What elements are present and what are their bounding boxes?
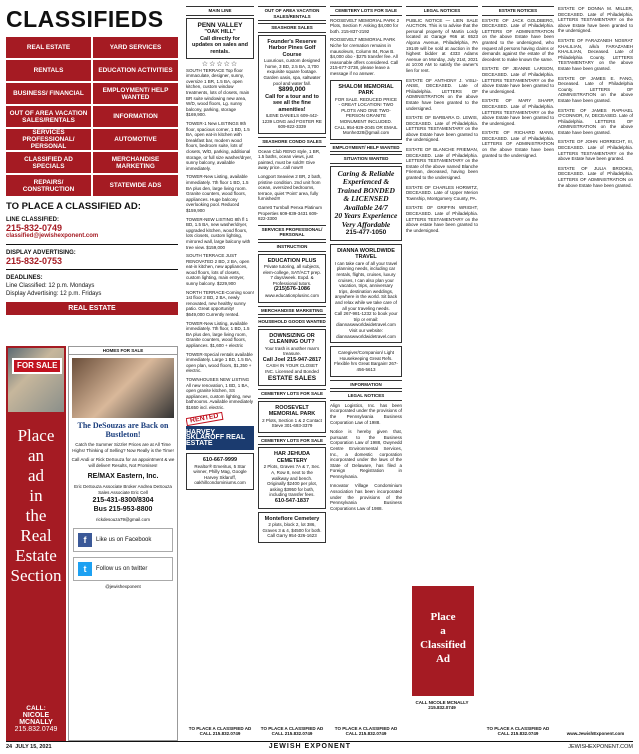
listing-item: SOUTH TERRACE Top floor immaculate, designer, sunny, oversize 1 BR, 1.5 BA, open kitchen, custom window treatments, lots of closets, main BR suite windowing new area, W/D, wood floors, Lg. sunny balcony, parking, storage $169,900.	[186, 67, 250, 118]
information-header: INFORMATION	[330, 380, 402, 390]
category-7[interactable]: INFORMATION	[93, 106, 178, 127]
category-11[interactable]: MERCHANDISE MARKETING	[93, 152, 178, 173]
promo-line: Real	[20, 526, 52, 545]
har-jehuda-title: HAR JEHUDA CEMETERY	[273, 451, 311, 464]
employment-header: EMPLOYMENT/ HELP WANTED	[330, 143, 402, 153]
downsizing-body: Your trash is another man's treasure.	[264, 345, 320, 357]
column-estate-notices-2	[558, 6, 633, 741]
listing-item: TOWER-New Listing, available immediately. 7th floor, 1 BD, 1.5 BA plus den, large living room, Granite counters, wood floors, appliances. $1,600 + electric	[186, 320, 250, 348]
downsizing-cash: CASH IN YOUR CLOSET INC. Licensed and Bonded	[265, 363, 319, 374]
display-advertising-label: DISPLAY ADVERTISING:	[6, 250, 76, 256]
promo-name: NICOLE MCNALLY	[19, 712, 53, 726]
category-grid	[6, 37, 178, 196]
category-12[interactable]: REPAIRS/ CONSTRUCTION	[6, 175, 91, 196]
har-jehuda-body: 2 Plots, Graves 7A & 7, Sec. A, Row 8, next to the walkway and bench. Originally $2400 per plot, asking $3950 for both, including transfer fees.	[263, 464, 321, 498]
downsizing-title: DOWNSIZING OR CLEANING OUT?	[269, 332, 315, 346]
services-header: SERVICES PROFESSIONAL/ PERSONAL	[258, 225, 326, 240]
estate-notice: ESTATE OF JACK GOLDBERG, DECEASED. Late of Philadelphia. LETTERS OF ADMINISTRATION on the above Estate have been granted to the undersigned, who request all persons having claims or demands against the estate of the decedent to make known the same.	[482, 17, 554, 62]
roosevelt-ad	[258, 401, 326, 433]
cemetery-header-2: CEMETERY LOTS FOR SALE	[258, 436, 326, 446]
desouza-email[interactable]: rickdesouza79@gmail.com	[95, 517, 151, 522]
desouza-phone-2[interactable]: Bus 215-953-8800	[93, 506, 153, 513]
montefiore-ad	[258, 512, 326, 543]
penn-valley-ad	[186, 18, 254, 60]
display-deadline: Display Advertising: 12 p.m. Fridays	[6, 291, 102, 297]
category-0[interactable]: REAL ESTATE	[6, 37, 91, 58]
star-rating-icon: ☆☆☆☆☆	[201, 61, 239, 69]
place-ad-promo[interactable]	[6, 346, 66, 741]
legal-notice: ESTATE OF BARBARA D. LEWIS, DECEASED. Late of Philadelphia. LETTERS TESTAMENTARY on the above Estate have been granted to the undersigned.	[406, 115, 478, 143]
legal-notice: ESTATE OF BLANCHE FRIEMAN, DECEASED. Late of Philadelphia. LETTERS TESTAMENTARY on the Estate of the above named Blanche Frieman, deceased, having been granted to the undersigned.	[406, 147, 478, 181]
cemetery-header: CEMETERY LOTS FOR SALE	[258, 389, 326, 399]
longport-listing: Longport Seaview 2 BR, 2 bath, pristine condition. 2nd unit from ocean, oversized bedrooms, terrace, quiet 'Point' area, fully furnished!!!	[258, 174, 322, 202]
legal-notices-list	[406, 18, 478, 234]
estate-notices-list	[482, 18, 554, 159]
category-10[interactable]: CLASSIFIED AD SPECIALS	[6, 152, 91, 173]
merchandise-header: MERCHANDISE MARKETING	[258, 306, 326, 316]
dianna-body: I can take care of all your travel planning needs, including car rentals, flights, cruises, luxury cruises, I can also plan your vacation, trips, anniversary trips, destination weddings, anywhere in the world. Sit back and relax while we take care of all your traveling needs.	[334, 260, 398, 311]
edu-body: Private tutoring, all subjects, elem-college, SAT/ACT prep. 7 days/week. Expd. & Professional tutors.	[262, 264, 322, 286]
legal-align: Align Logistics, Inc. has been incorporated under the provisions of the Pennsylvania Business Corporation Law of 1988.	[330, 402, 402, 425]
estate-notice: ESTATE OF JULIA BROOKS, DECEASED. Late of Philadelphia. LETTERS OF ADMINISTRATION on the above Estate have been granted.	[558, 165, 633, 188]
founders-reserve-ad	[258, 35, 326, 134]
situation-header: SITUATION WANTED	[330, 154, 402, 164]
desouza-call-note: Call Andi or Rick DeSouza for an appointment & we will deliver! Results, Not Promises!	[71, 457, 175, 468]
for-sale-sign: FOR SALE	[12, 358, 62, 374]
estate-notice: ESTATE OF FARAZANEH NOSRAT KHALILIAN, a/k/a FARAZANEH KHALILIAN, Deceased. Late of Philadelphia County. LETTERS TESTAMENTARY on the above Estate have been granted.	[558, 37, 633, 71]
caring-ad	[330, 166, 402, 241]
legal-notice: PUBLIC NOTICE — LIEN SALE AUCTION. This is to advise that the personal property of Martin Lordy located at Garage #66 at 6523 Algona Avenue, Philadelphia, PA 19149 will be sold at auction in the highest bidder at 4333 Adams Avenue on Monday, July 21st, 2021 at 10:00 AM to satisfy the owner's lien for rent.	[406, 17, 478, 73]
harvey-contact	[186, 453, 254, 490]
homes-for-sale-header: HOMES FOR SALE	[69, 347, 177, 355]
divider	[6, 269, 178, 270]
category-1[interactable]: YARD SERVICES	[93, 37, 178, 58]
caregiver-ad: Caregiver/Companion/ Light Housekeeping Great Refs. Flexible hrs Great Bargain! 267-456-5613	[330, 346, 402, 376]
promo-text	[6, 426, 66, 586]
c2-footer-ad: TO PLACE A CLASSIFIED AD CALL 215.832.0749	[260, 725, 324, 737]
dianna-phone[interactable]: Call 267-981-1232 to book your trip or email: diannaswworldwidetravel.com	[334, 311, 398, 328]
column-main-line	[186, 6, 254, 741]
seashore-condo-header: SEASHORE CONDO SALES	[258, 137, 326, 147]
montefiore-title: Montefiore Cemetery	[264, 515, 320, 522]
founders-price: $899,000	[278, 86, 306, 94]
display-advertising-block	[6, 249, 178, 265]
twitter-label: Follow us on twitter	[96, 566, 148, 572]
column-estate-notices	[482, 6, 554, 741]
main-line-header: MAIN LINE	[186, 6, 254, 16]
line-classified-label: LINE CLASSIFIED:	[6, 217, 60, 223]
desouza-names: Eric DeSouza Associate Broker Andrea DeSouza Sales Associate Eric Cell	[74, 484, 172, 495]
category-4[interactable]: BUSINESS/ FINANCIAL	[6, 83, 91, 104]
column-out-of-area	[258, 6, 326, 741]
roosevelt-title: ROOSEVELT MEMORIAL PARK	[268, 404, 316, 418]
legal-notice: ESTATE OF CHARLES HORWITZ, DECEASED. Late of Upper Merion Township, Montgomery County, PA.	[406, 184, 478, 201]
agents-photo	[72, 358, 174, 418]
estate-notices-header: ESTATE NOTICES	[482, 6, 554, 16]
place-classified-line: a	[440, 625, 446, 637]
legal-notice: ESTATE OF ANTHONY J. VISLI-ANSE, DECEASED. Late of Philadelphia. LETTERS OF ADMINISTRATION on the above Estate have been granted to the undersigned.	[406, 77, 478, 111]
listing-item: TOWER-NEW LISTING 8th fl 1 BD, 1.5 BA, new washer/dryer, upgraded kitchen, wood floors, lots closets, custom lighting, mirrored wall, large balcony with tree view. $159,000	[186, 216, 251, 250]
classifieds-index	[6, 6, 178, 741]
twitter-icon: t	[78, 562, 92, 576]
listing-item: ROOSEVELT MEMORIAL PARK Niche for cremation remains in mausoleum, Column 84, Row B. $4,000 obo - $275 transfer fee. All reasonable offers considered. Call 215-677-3738, please leave a message if no answer.	[330, 37, 399, 76]
category-13[interactable]: STATEWIDE ADS	[93, 175, 178, 196]
legal-notices-header: LEGAL NOTICES	[330, 391, 402, 401]
roosevelt-body: 2 Plots, Section 1 & 2 Contact Steve 301-693-3379	[262, 417, 322, 429]
legal-notices-header-2: LEGAL NOTICES	[406, 6, 478, 16]
website-link[interactable]: www.JewishExponent.com	[566, 731, 625, 737]
masthead: CLASSIFIEDS	[6, 6, 164, 32]
category-6[interactable]: OUT OF AREA VACATION SALES/RENTALS	[6, 106, 91, 127]
divider	[6, 244, 178, 245]
legal-innovator: Innovator Village Condominium Association has been incorporated under the provisions of the Pennsylvania Business Corporations Law of 1988.	[330, 483, 402, 511]
display-advertising-phone[interactable]: 215-832-0753	[6, 256, 63, 266]
penn-valley-subtitle: "OAK HILL"	[204, 29, 236, 36]
penn-valley-title: PENN VALLEY	[197, 21, 243, 29]
founders-title: Founder's Reserve Harbor Pines Golf Course	[267, 38, 317, 58]
rented-stamp: RENTED	[186, 414, 254, 424]
harvey-details: Realtor® Emeritus, 5 Star winner, Philly Mag, Google Harvey Sklaroff, oakhillcondominiums.com	[193, 463, 247, 486]
montefiore-body: 2 plots, block 2, lot 386, Graves 3 & 4, $4500 for both. Call Garry 954-326-1623	[262, 522, 322, 539]
caring-phone[interactable]: 215-477-1050	[345, 229, 387, 237]
promo-line: an	[27, 446, 45, 465]
line-classified-phone[interactable]: 215-832-0749	[6, 223, 63, 233]
c1-footer-ad: TO PLACE A CLASSIFIED AD CALL 215.832.0749	[188, 725, 252, 737]
category-5[interactable]: EMPLOYMENT/ HELP WANTED	[93, 83, 178, 104]
estate-notice: ESTATE OF RICHARD MANN, DECEASED. Late of Philadelphia. LETTERS OF ADMINISTRATION on the above Estate have been granted to the undersigned.	[482, 130, 554, 158]
real-estate-bar: REAL ESTATE	[6, 302, 178, 315]
estate-notice: ESTATE OF MARY SHARP, DECEASED. Late of Philadelphia. LETTERS TESTAMENTARY on the above Estate have been granted to the undersigned.	[482, 98, 554, 126]
line-classified-email[interactable]: classified@jewishexponent.com	[6, 233, 99, 239]
listing-item: TOWER-New Listing, available immediately. 7th floor 1 BD, 1.5 BA plus den, large living room. Granite counters, wood floors, appliances. Huge balcony overlooking pool. Reduced $159,900	[186, 174, 249, 213]
edu-web[interactable]: www.educationplusinc.com	[264, 292, 320, 298]
penn-valley-call: Call directly for updates on sales and rentals.	[192, 35, 248, 55]
footer-left	[6, 744, 52, 750]
instruction-header: INSTRUCTION	[258, 242, 326, 252]
desouza-phone-1[interactable]: 215-431-8300/8304	[92, 497, 154, 504]
place-ad-heading: TO PLACE A CLASSIFIED AD:	[6, 201, 141, 212]
listing-item: SOUTH TERRACE JUST RENOVATED 2 BD, 2 BA, open eat-in kitchen, new appliances, wood floors, lots of closets, custom lighting, main entryer, sunny balcony. $229,900	[186, 253, 250, 287]
paper-name: JEWISH EXPONENT	[268, 743, 352, 750]
c3-footer-ad: TO PLACE A CLASSIFIED AD CALL 215.832.0749	[334, 725, 398, 737]
classifieds-page	[6, 6, 633, 748]
shalom-ad	[330, 80, 402, 140]
harvey-phone[interactable]: 610-667-9999	[202, 457, 238, 464]
shalom-body: FOR SALE. REDUCED PRICE - GREAT LOCATION! TWO PLOTS AND ONE TWO-PERSON GRANITE MONUMENT INCLUDED. CALL 954-929-2045 OR EMAIL Monhe328@gmail.com	[334, 96, 398, 136]
dianna-web[interactable]: Visit our website: diannaswworldwidetravel.com	[336, 328, 396, 339]
harvey-sklaroff-logo: HARVEY SKLAROFF REAL ESTATE	[186, 426, 254, 450]
founders-call: Call for a tour and to see all the fine amenities!	[265, 93, 319, 113]
caring-title: Caring & Reliable Experienced & Trained BONDED & LICENSED Available 24/7	[337, 168, 395, 212]
issue-date: JULY 15, 2021	[15, 743, 52, 750]
place-classified-line: Classified Ad	[420, 639, 466, 665]
education-plus-ad	[258, 254, 326, 303]
place-classified-ad-box[interactable]	[412, 586, 474, 696]
line-deadline: Line Classified: 12 p.m. Mondays	[6, 283, 95, 289]
seashore-sales-header: SEASHORE SALES	[258, 23, 326, 33]
desouza-blurb: Catch the Summer Sizzle! Prices are at All Time Highs! Thinking of Selling? Now Really is the Time!	[72, 442, 174, 453]
estate-notice: ESTATE OF JEANNE LARSON, DECEASED. Late of Philadelphia. LETTERS TESTAMENTARY on the above Estate have been granted to the undersigned.	[482, 66, 554, 94]
deadlines-block	[6, 274, 178, 298]
edu-title: EDUCATION PLUS	[267, 257, 317, 264]
for-sale-photo	[8, 348, 64, 412]
deadlines-label: DEADLINES:	[6, 275, 43, 281]
caring-years: 20 Years Experience Very Affordable	[334, 211, 398, 229]
promo-line: ad	[27, 466, 45, 485]
household-header: HOUSEHOLD GOODS WANTED	[258, 317, 326, 327]
promo-line: the	[25, 506, 47, 525]
main-line-listings	[186, 68, 254, 411]
listing-item: TOWER-1 New LISTINGS 9th floor, spacious corner, 1 BD, 1.5 BA, open eat-in kitchen with breakfast bar, modern wood floors, bedroom suite, lots of closets, W/D, parking, additional storage, or full size washer/dryer, sunny balcony, available immediately.	[186, 121, 253, 171]
promo-contact	[6, 705, 66, 733]
shalom-title: SHALOM MEMORIAL PARK	[338, 83, 394, 97]
estate-notices-list-2	[558, 6, 633, 188]
estate-notice: ESTATE OF DONNA M. MILLER, DECEASED. Late of Philadelphia. LETTERS TESTAMENTARY on the above Estate have been granted to the undersigned.	[558, 6, 633, 34]
downsizing-phone[interactable]: Call Joel 215-947-2817	[262, 356, 322, 363]
promo-phone[interactable]: 215.832.0749	[14, 726, 58, 733]
place-classified-line: Place	[430, 611, 456, 623]
facebook-box[interactable]	[73, 528, 173, 552]
category-2[interactable]: RENTALS	[6, 60, 91, 81]
desouza-title: The DeSouzas are Back on Bustleton!	[77, 421, 169, 439]
listing-item: ROOSEVELT MEMORIAL PARK 2 Plots, Section F. Asking $4,000 for both. 215-837-2192	[330, 17, 400, 34]
har-jehuda-phone[interactable]: 610-547-1837	[274, 498, 310, 504]
promo-line: Estate	[15, 546, 57, 565]
listing-item: TOWNHOUSES NEW LISTING All new renovation, 1 BD, 1 BA, open granite kitchen, SS appliances, custom lighting, new bathrooms. Available immediately $1650 incl. electric.	[186, 376, 253, 410]
promo-line: in	[29, 486, 43, 505]
facebook-label: Like us on Facebook	[96, 537, 152, 543]
nicole-footer: CALL NICOLE MCNALLY 215.832.0749	[415, 700, 469, 710]
founders-body: Luxurious, custom designed home, 3 BD, 2.5 BA, 3,700 exquisite square footage. Garden oasis, spa, saltwater pool and water fall.	[263, 58, 321, 86]
har-jehuda-ad	[258, 447, 326, 508]
cemetery-lots-header: CEMETERY LOTS FOR SALE	[330, 6, 402, 16]
line-classified-block	[6, 216, 178, 240]
category-9[interactable]: AUTOMOTIVE	[93, 129, 178, 150]
page-footer	[6, 741, 633, 750]
estate-notice: ESTATE OF JAMES E. FANG, Deceased. Late of Philadelphia County. LETTERS OF ADMINISTRATION on the above Estate have been granted.	[558, 75, 633, 103]
edu-phone[interactable]: (215)576-1086	[273, 286, 311, 293]
twitter-handle: @jewishexponent	[105, 584, 141, 589]
legal-gwynedd: Notice is hereby given that, pursuant to the Business Corporation Law of 1988, Gwynedd Centre Environmental Services, Inc., a domestic corporation incorporated under the laws of the State of Delaware, has filed a Foreign Registration in Pennsylvania.	[330, 429, 402, 479]
dianna-travel-ad	[330, 244, 402, 343]
downsizing-ad	[258, 329, 326, 386]
estate-notice: ESTATE OF JOHN HORRECHT, III, DECEASED. Late of Philadelphia. LETTERS TESTAMENTARY on the above Estate have been granted.	[558, 139, 633, 162]
founders-agent: ILENE DANIELS 609-442-1239 LONG and FOSTER RE 609-822-3339	[262, 113, 322, 130]
estate-sales: ESTATE SALES	[267, 374, 317, 382]
out-of-area-header: OUT OF AREA VACATION SALES/RENTALS	[258, 6, 326, 21]
ocean-club-listing: Ocean Club RENO style, 1 BR, 1.5 baths, ocean views, just painted, must be sold!!! Give away price...call now!!!	[258, 148, 321, 171]
c5-footer-ad: TO PLACE A CLASSIFIED AD CALL 215.832.0749	[486, 725, 550, 737]
garrett-contact: Garrett Turnbull Penxa Platinum Properties 609-839-3431 609-822-3300	[258, 204, 323, 222]
estate-notice: ESTATE OF JAMES RAPHAEL O'CONNOR, IV, DECEASED. Late of Philadelphia. LETTERS OF ADMINISTRATION on the above Estate have been granted.	[558, 107, 633, 135]
promo-call-label: CALL:	[26, 705, 46, 712]
category-8[interactable]: SERVICES PROFESSIONAL/ PERSONAL	[6, 129, 91, 150]
category-3[interactable]: EDUCATION ACTIVITIES	[93, 60, 178, 81]
dianna-title: DIANNA WORLDWIDE TRAVEL	[337, 247, 395, 261]
twitter-box[interactable]	[73, 557, 173, 581]
cemetery-listings	[330, 18, 402, 77]
listing-item: TOWER-Special rentals available immediately. Large 1 BD, 1.5 BA, open plan, wood floors, $1,350 + electric.	[186, 351, 253, 374]
column-cemetery-employment	[330, 6, 402, 741]
listing-item: NORTH TERRACE-Coming soon! 1st floor 2 BD, 2 BA, newly renovated, new healthy sunny patio. Great opportunity! $649,000 Currently rented.	[186, 289, 254, 318]
site-url[interactable]: JEWISHEXPONENT.COM	[568, 743, 633, 750]
remax-firm: RE/MAX Eastern, Inc.	[87, 473, 159, 480]
facebook-icon: f	[78, 533, 92, 547]
desouza-ad	[68, 346, 178, 741]
legal-notice: ESTATE OF GRIFFIN WRIGHT, DECEASED. Late of Philadelphia. LETTERS TESTAMENTARY on the above estate have been granted to the undersigned.	[406, 205, 478, 233]
promo-line: Place	[17, 426, 55, 445]
promo-line: Section	[10, 566, 62, 585]
page-number: 24	[6, 743, 13, 750]
